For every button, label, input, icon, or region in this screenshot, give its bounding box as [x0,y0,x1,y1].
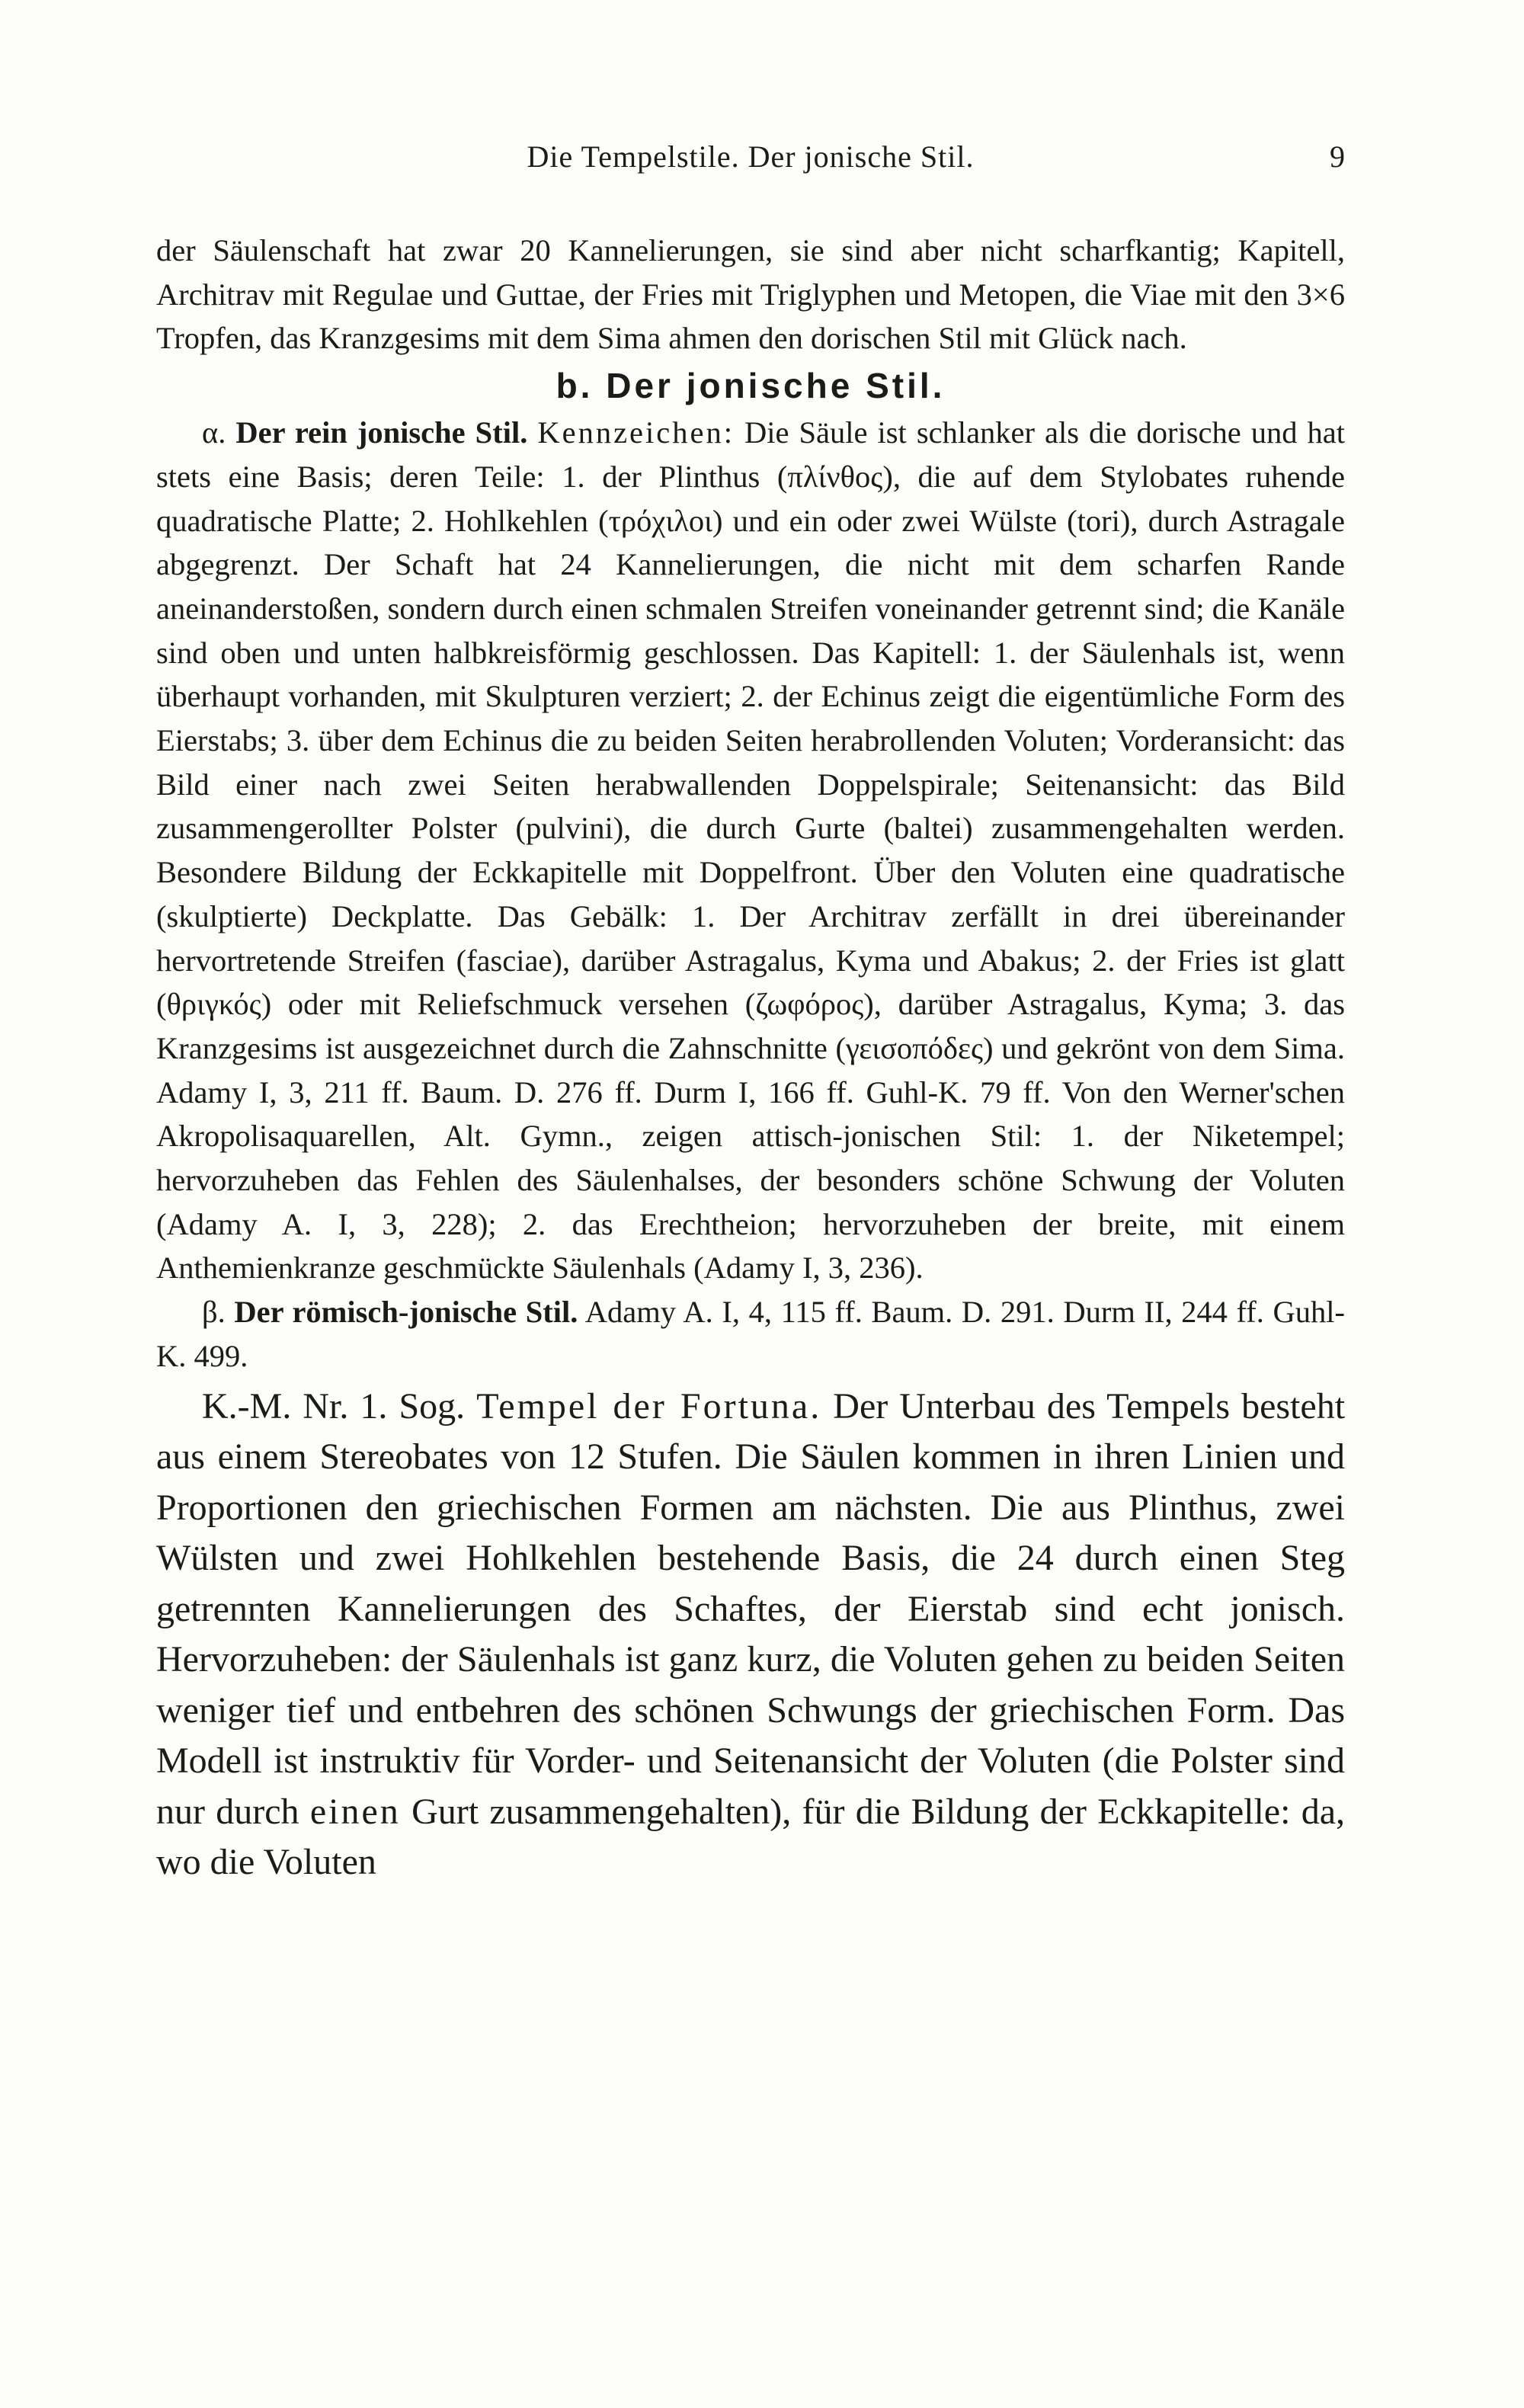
alpha-heading: Der rein jonische Stil. [235,415,528,450]
alpha-label: α. [202,415,226,450]
page-header [156,139,1345,184]
section-heading: b. Der jonische Stil. [555,366,946,406]
alpha-paragraph [156,411,1345,1290]
beta-paragraph [156,1290,1345,1378]
small-print-section [156,229,1345,1379]
beta-label: β. [202,1295,226,1330]
km-title: Tempel der Fortuna. [476,1385,822,1427]
km-text-end: Gurt zusammengehalten), für die Bildung der Eckkapitelle: da, wo die Voluten [156,1791,1346,1883]
running-head: Die Tempelstile. Der jonische Stil. [527,139,975,174]
km-text: Der Unterbau des Tempels besteht aus einem Stereobates von 12 Stufen. Die Säulen kommen in ihren Linien und Proportionen den griechischen Formen am nächsten. Die aus Plinthus, zwei Wülsten und zwei Hohlkehlen bestehende Basis, die 24 durch einen Steg getrennten Kannelierungen des Schaftes, der Eierstab sind echt jonisch. Hervorzuheben: der Säulenhals ist ganz kurz, die Voluten gehen zu beiden Seiten weniger tief und entbehren des schönen Schwungs der griechischen Form. Das Modell ist instruktiv für Vorder- und Seitenansicht der Voluten (die Polster sind nur durch [156,1385,1346,1832]
km-paragraph [156,1382,1345,1888]
intro-paragraph: der Säulenschaft hat zwar 20 Kannelierungen, sie sind aber nicht scharfkantig; Kapitell, Architrav mit Regulae und Guttae, der Fries mit Triglyphen und Metopen, die Viae mit den 3×6 Tropfen, das Kranzgesims mit dem Sima ahmen den dorischen Stil mit Glück nach. [156,233,1345,356]
km-ref: K.-M. Nr. 1. Sog. [202,1385,466,1427]
body-text [156,229,1345,1888]
beta-text: Adamy A. I, 4, 115 ff. Baum. D. 291. Durm II, 244 ff. Guhl-K. 499. [156,1295,1346,1373]
beta-heading: Der römisch-jonische Stil. [234,1295,578,1330]
alpha-text: Die Säule ist schlanker als die dorische und hat stets eine Basis; deren Teile: 1. der Plinthus (πλίνθος), die auf dem Stylobates ruhende quadratische Platte; 2. Hohlkehlen (τρόχιλοι) und ein oder zwei Wülste (tori), durch Astragale abgegrenzt. Der Schaft hat 24 Kannelierungen, die nicht mit dem scharfen Rande aneinanderstoßen, sondern durch einen schmalen Streifen voneinander getrennt sind; die Kanäle sind oben und unten halbkreisförmig geschlossen. Das Kapitell: 1. der Säulenhals ist, wenn überhaupt vorhanden, mit Skulpturen verziert; 2. der Echinus zeigt die eigentümliche Form des Eierstabs; 3. über dem Echinus die zu beiden Seiten herabrollenden Voluten; Vorderansicht: das Bild einer nach zwei Seiten herabwallenden Doppelspirale; Seitenansicht: das Bild zusammengerollter Polster (pulvini), die durch Gurte (baltei) zusammengehalten werden. Besondere Bildung der Eckkapitelle mit Doppelfront. Über den Voluten eine quadratische (skulptierte) Deckplatte. Das Gebälk: 1. Der Architrav zerfällt in drei übereinander hervortretende Streifen (fasciae), darüber Astragalus, Kyma und Abakus; 2. der Fries ist glatt (θριγκός) oder mit Reliefschmuck versehen (ζωφόρος), darüber Astragalus, Kyma; 3. das Kranzgesims ist ausgezeichnet durch die Zahnschnitte (γεισοπόδες) und gekrönt von dem Sima. Adamy I, 3, 211 ff. Baum. D. 276 ff. Durm I, 166 ff. Guhl-K. 79 ff. Von den Werner'schen Akropolisaquarellen, Alt. Gymn., zeigen attisch-jonischen Stil: 1. der Niketempel; hervorzuheben das Fehlen des Säulenhalses, der besonders schöne Schwung der Voluten (Adamy A. I, 3, 228); 2. das Erechtheion; hervorzuheben der breite, mit einem Anthemienkranze geschmückte Säulenhals (Adamy I, 3, 236). [156,415,1346,1286]
large-print-section [156,1382,1345,1888]
km-einen: einen [309,1791,401,1832]
kennzeichen-label: Kennzeichen: [537,415,735,450]
page-number: 9 [1330,139,1345,174]
